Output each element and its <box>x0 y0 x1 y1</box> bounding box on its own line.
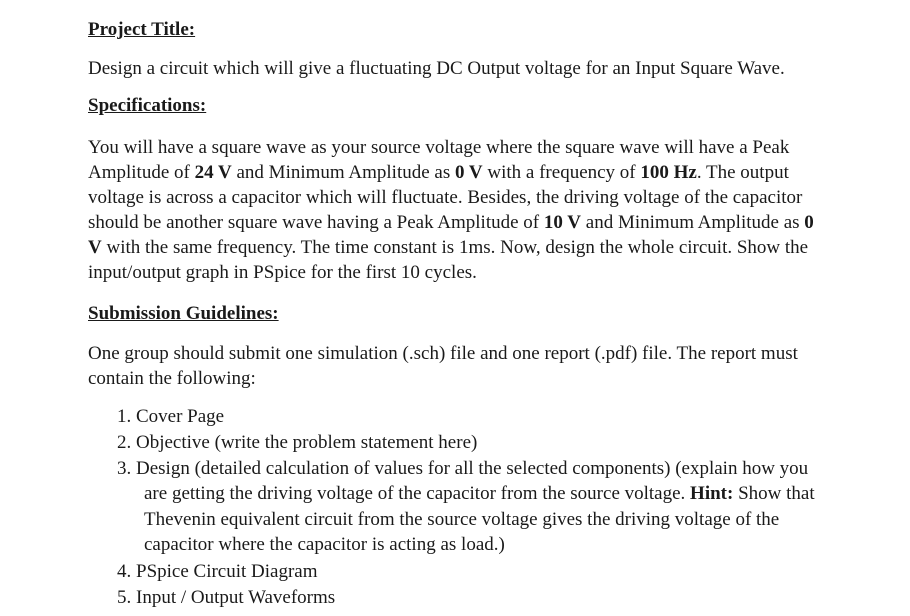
driving-peak-value: 10 V <box>543 212 582 233</box>
project-title-text: Design a circuit which will give a fluctuating DC Output voltage for an Input Square Wave. <box>88 58 785 79</box>
list-item-continuation: Thevenin equivalent circuit from the source voltage gives the driving voltage of the <box>144 509 780 530</box>
spec-line-1: You will have a square wave as your source voltage where the square wave will have a Peak <box>88 137 790 158</box>
project-title-heading: Project Title: <box>88 19 196 40</box>
specifications-heading: Specifications: <box>88 95 207 116</box>
spec-line-5: V with the same frequency. The time constant is 1ms. Now, design the whole circuit. Show the <box>88 237 809 258</box>
submission-line-1: One group should submit one simulation (.sch) file and one report (.pdf) file. The report must <box>88 343 798 364</box>
spec-line-4: should be another square wave having a Peak Amplitude of 10 V and Minimum Amplitude as 0 <box>88 212 814 233</box>
min-amplitude-value: 0 V <box>455 162 483 183</box>
peak-amplitude-value: 24 V <box>194 162 232 183</box>
spec-line-3: voltage is across a capacitor which will fluctuate. Besides, the driving voltage of the capacitor <box>88 187 803 208</box>
list-item-continuation: capacitor where the capacitor is acting as load.) <box>144 534 505 555</box>
spec-line-2: Amplitude of 24 V and Minimum Amplitude as 0 V with a frequency of 100 Hz. The output <box>88 162 789 183</box>
list-item-continuation: are getting the driving voltage of the capacitor from the source voltage. Hint: Show that <box>144 483 815 504</box>
frequency-value: 100 Hz <box>640 162 697 183</box>
list-item: 5. Input / Output Waveforms <box>117 587 336 608</box>
spec-line-6: input/output graph in PSpice for the first 10 cycles. <box>88 262 477 283</box>
list-item: 4. PSpice Circuit Diagram <box>117 561 318 582</box>
list-item: 2. Objective (write the problem statement here) <box>117 432 478 453</box>
list-item: 1. Cover Page <box>117 406 225 427</box>
submission-guidelines-heading: Submission Guidelines: <box>88 303 279 324</box>
submission-line-2: contain the following: <box>88 368 256 389</box>
list-item: 3. Design (detailed calculation of values for all the selected components) (explain how you <box>117 458 809 479</box>
driving-min-value: 0 <box>804 212 814 233</box>
hint-label: Hint: <box>690 483 734 504</box>
